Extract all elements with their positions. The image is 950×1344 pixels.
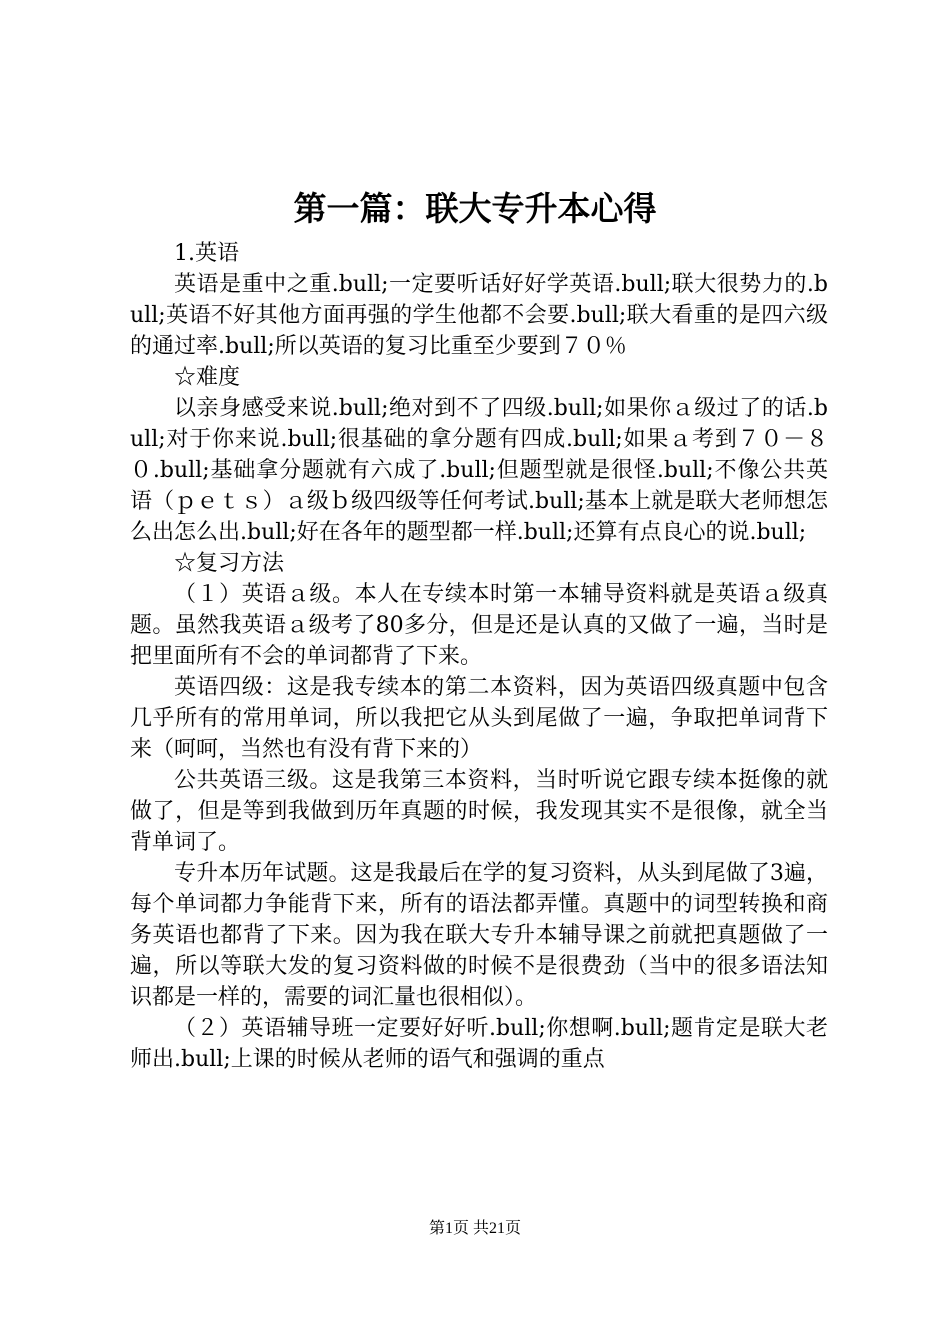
paragraph: 英语是重中之重.bull;一定要听话好好学英语.bull;联大很势力的.bull;英语不好其他方面再强的学生他都不会要.bull;联大看重的是四六级的通过率.bull;所以英语的复习比重至少要到７０％: [130, 272, 828, 359]
document-body: [130, 238, 828, 1075]
paragraph: 专升本历年试题。这是我最后在学的复习资料，从头到尾做了3遍，每个单词都力争能背下来，所有的语法都弄懂。真题中的词型转换和商务英语也都背了下来。因为我在联大专升本辅导课之前就把真题做了一遍，所以等联大发的复习资料做的时候不是很费劲（当中的很多语法知识都是一样的，需要的词汇量也很相似）。: [130, 861, 828, 1010]
page-footer: 第1页 共21页: [428, 1220, 521, 1237]
document-title: 第一篇：联大专升本心得: [293, 189, 657, 228]
subheading-difficulty: ☆难度: [174, 365, 241, 390]
paragraph: （２）英语辅导班一定要好好听.bull;你想啊.bull;题肯定是联大老师出.bull;上课的时候从老师的语气和强调的重点: [130, 1016, 828, 1072]
section-heading-english: 1.英语: [174, 241, 239, 266]
paragraph: （１）英语ａ级。本人在专续本时第一本辅导资料就是英语ａ级真题。虽然我英语ａ级考了80多分，但是还是认真的又做了一遍，当时是把里面所有不会的单词都背了下来。: [130, 582, 828, 669]
subheading-review-method: ☆复习方法: [174, 551, 285, 576]
paragraph: 英语四级：这是我专续本的第二本资料，因为英语四级真题中包含几乎所有的常用单词，所以我把它从头到尾做了一遍，争取把单词背下来（呵呵，当然也有没有背下来的）: [130, 675, 828, 762]
paragraph: 公共英语三级。这是我第三本资料，当时听说它跟专续本挺像的就做了，但是等到我做到历年真题的时候，我发现其实不是很像，就全当背单词了。: [130, 768, 828, 855]
paragraph: 以亲身感受来说.bull;绝对到不了四级.bull;如果你ａ级过了的话.bull;对于你来说.bull;很基础的拿分题有四成.bull;如果ａ考到７０－８０.bull;基础拿分题就有六成了.bull;但题型就是很怪.bull;不像公共英语（ｐｅｔｓ）ａ级ｂ级四级等任何考试.bull;基本上就是联大老师想怎么出怎么出.bull;好在各年的题型都一样.bull;还算有点良心的说.bull;: [130, 396, 828, 545]
